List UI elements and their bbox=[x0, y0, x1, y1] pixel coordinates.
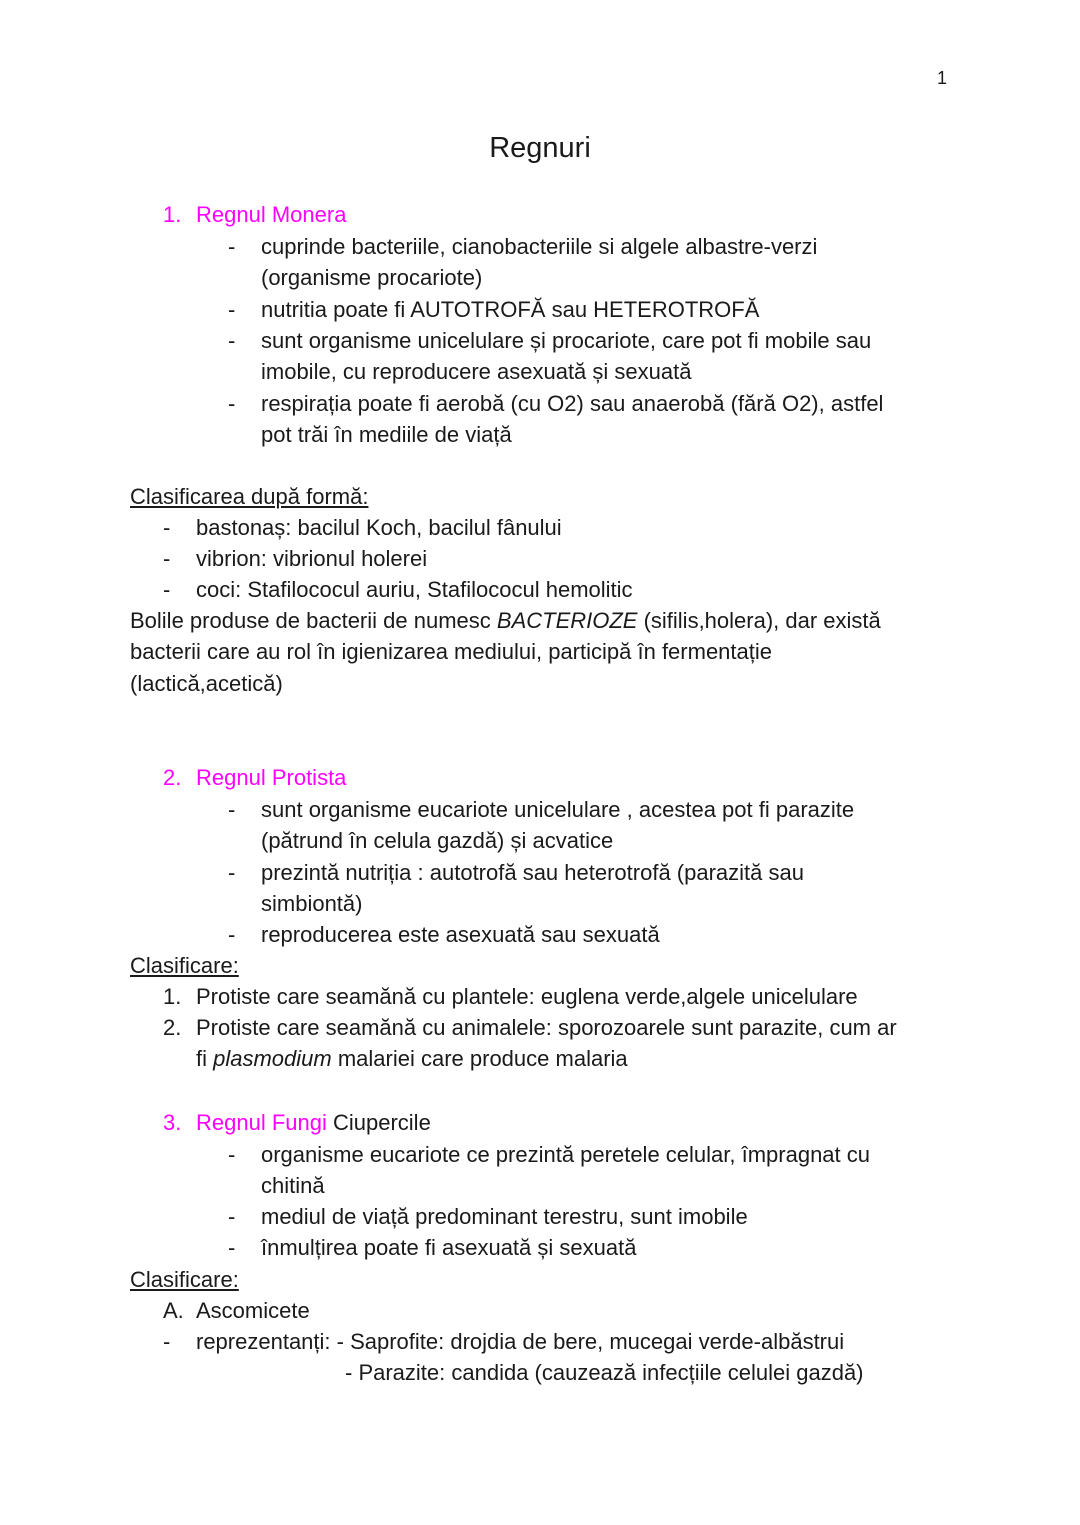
bullet-dash: - bbox=[228, 234, 236, 259]
heading-text: Regnul Fungi bbox=[196, 1110, 327, 1135]
classification-item: Protiste care seamănă cu plantele: euglena verde,algele unicelulare bbox=[196, 984, 858, 1009]
page-title: Regnuri bbox=[489, 132, 591, 164]
representatives-label: reprezentanți: bbox=[196, 1329, 337, 1354]
bullet-text: (organisme procariote) bbox=[261, 265, 483, 290]
bullet-text: respirația poate fi aerobă (cu O2) sau anaerobă (fără O2), astfel bbox=[261, 391, 884, 416]
bullet-text: mediul de viață predominant terestru, sunt imobile bbox=[261, 1204, 748, 1229]
classification-label: Clasificare: bbox=[130, 953, 239, 978]
classification-label: Clasificarea după formă: bbox=[130, 484, 369, 509]
bullet-text: reproducerea este asexuată sau sexuată bbox=[261, 922, 660, 947]
page-number: 1 bbox=[937, 68, 948, 88]
bullet-dash: - bbox=[163, 515, 171, 540]
bullet-dash: - bbox=[228, 297, 236, 322]
paragraph-line bbox=[130, 608, 881, 634]
heading-number: 2. bbox=[163, 765, 182, 790]
bullet-text: nutritia poate fi AUTOTROFĂ sau HETEROTROFĂ bbox=[261, 297, 760, 322]
classification-item-cont bbox=[196, 1046, 628, 1072]
bullet-text: (pătrund în celula gazdă) și acvatice bbox=[261, 828, 614, 853]
bullet-dash: - bbox=[228, 860, 236, 885]
classification-item: coci: Stafilococul auriu, Stafilococul hemolitic bbox=[196, 577, 633, 602]
text: fi bbox=[196, 1046, 214, 1071]
classification-label: Clasificare: bbox=[130, 1267, 239, 1292]
bullet-text: chitină bbox=[261, 1173, 325, 1198]
heading-subtitle: Ciupercile bbox=[326, 1110, 431, 1135]
section-heading-fungi bbox=[196, 1110, 431, 1136]
emphasis: plasmodium bbox=[213, 1046, 332, 1071]
bullet-text: sunt organisme unicelulare și procariote, care pot fi mobile sau bbox=[261, 328, 872, 353]
section-heading-monera: Regnul Monera bbox=[196, 202, 347, 227]
classification-item: vibrion: vibrionul holerei bbox=[196, 546, 428, 571]
bullet-text: cuprinde bacteriile, cianobacteriile si algele albastre-verzi bbox=[261, 234, 818, 259]
bullet-dash: - bbox=[163, 1329, 171, 1354]
bullet-dash: - bbox=[228, 328, 236, 353]
heading-number: 1. bbox=[163, 202, 182, 227]
bullet-text: pot trăi în mediile de viață bbox=[261, 422, 512, 447]
bullet-dash: - bbox=[228, 797, 236, 822]
list-number: 2. bbox=[163, 1015, 182, 1040]
list-letter: A. bbox=[163, 1298, 184, 1323]
emphasis: BACTERIOZE bbox=[496, 608, 638, 633]
classification-item: Protiste care seamănă cu animalele: sporozoarele sunt parazite, cum ar bbox=[196, 1015, 897, 1040]
bullet-dash: - bbox=[228, 391, 236, 416]
paragraph-line: (lactică,acetică) bbox=[130, 671, 283, 696]
classification-item: bastonaș: bacilul Koch, bacilul fânului bbox=[196, 515, 562, 540]
bullet-dash: - bbox=[228, 1204, 236, 1229]
bullet-dash: - bbox=[228, 922, 236, 947]
text: - Saprofite: drojdia de bere, mucegai verde-albăstrui bbox=[336, 1329, 845, 1354]
bullet-text: imobile, cu reproducere asexuată și sexuată bbox=[261, 359, 692, 384]
text: (sifilis,holera), dar există bbox=[637, 608, 881, 633]
list-number: 1. bbox=[163, 984, 182, 1009]
bullet-text: prezintă nutriția : autotrofă sau heterotrofă (parazită sau bbox=[261, 860, 804, 885]
group-name: Ascomicete bbox=[196, 1298, 310, 1323]
text: Bolile produse de bacterii de numesc bbox=[130, 608, 497, 633]
text: malariei care produce malaria bbox=[331, 1046, 628, 1071]
bullet-text: sunt organisme eucariote unicelulare , acestea pot fi parazite bbox=[261, 797, 855, 822]
heading-number: 3. bbox=[163, 1110, 182, 1135]
bullet-dash: - bbox=[228, 1142, 236, 1167]
bullet-text: înmulțirea poate fi asexuată și sexuată bbox=[261, 1235, 637, 1260]
representatives-line: - Parazite: candida (cauzează infecțiile celulei gazdă) bbox=[345, 1360, 864, 1385]
representatives-line bbox=[196, 1329, 844, 1355]
bullet-dash: - bbox=[228, 1235, 236, 1260]
paragraph-line: bacterii care au rol în igienizarea mediului, participă în fermentație bbox=[130, 639, 772, 664]
bullet-dash: - bbox=[163, 546, 171, 571]
bullet-text: organisme eucariote ce prezintă peretele celular, împragnat cu bbox=[261, 1142, 871, 1167]
section-heading-protista: Regnul Protista bbox=[196, 765, 347, 790]
bullet-text: simbiontă) bbox=[261, 891, 363, 916]
bullet-dash: - bbox=[163, 577, 171, 602]
